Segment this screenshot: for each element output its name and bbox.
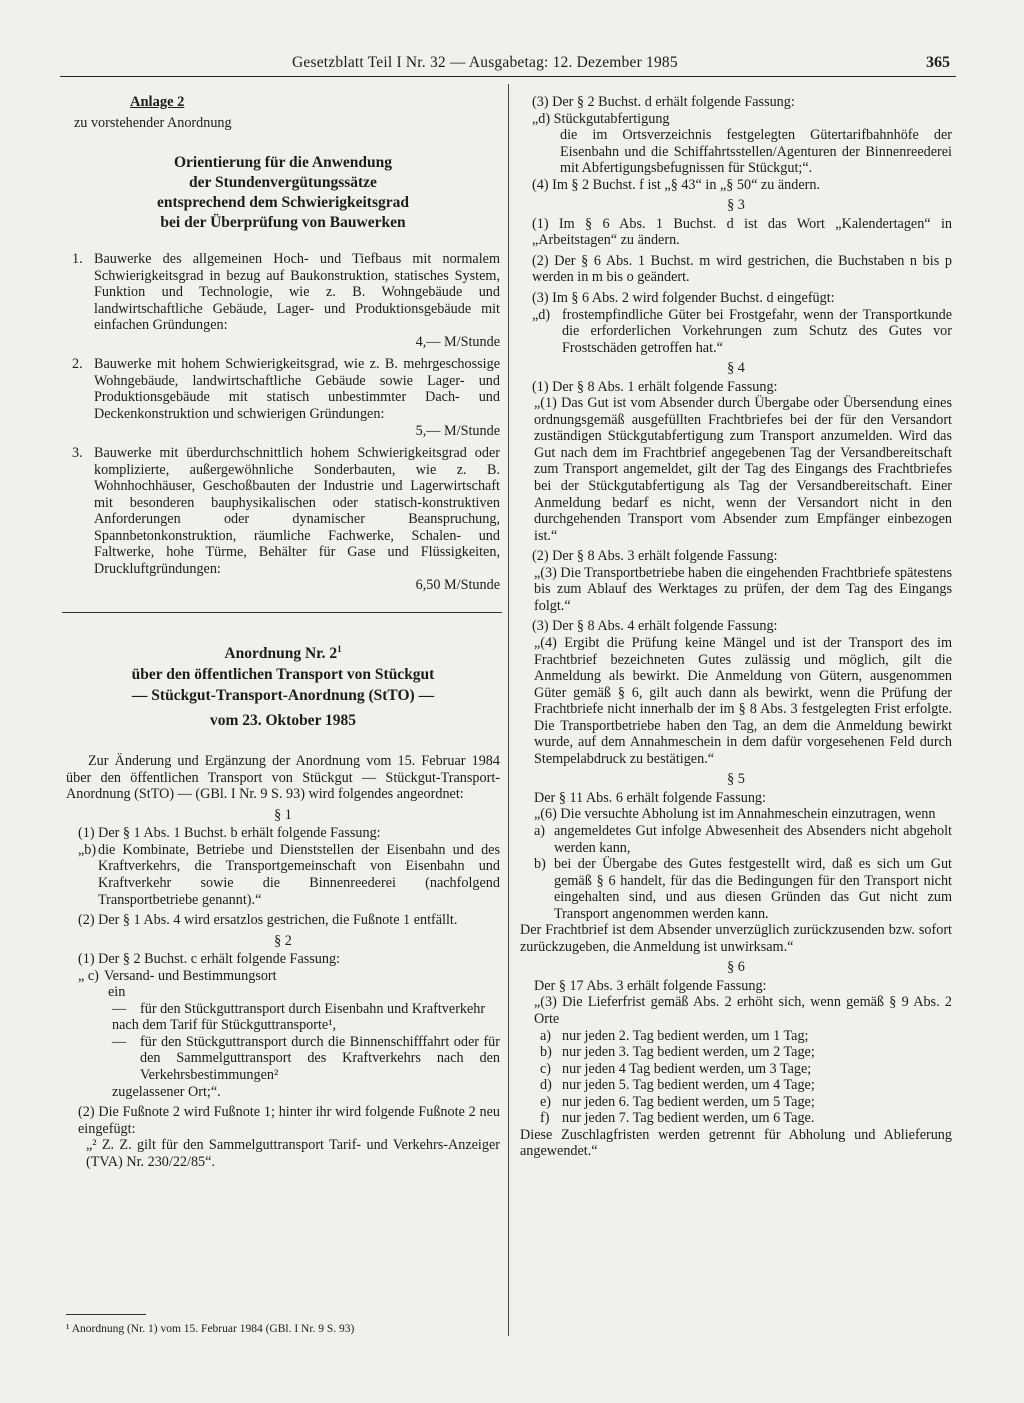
section-1-para-2: (2) Der § 1 Abs. 4 wird ersatzlos gestrichen, die Fußnote 1 entfällt.	[78, 912, 458, 929]
quote-marker: „ c)	[78, 967, 99, 984]
section-5-quote: „(6) Die versuchte Abholung ist im Annahmeschein einzutragen, wenn	[534, 806, 936, 823]
section-5-para-1: Der § 11 Abs. 6 erhält folgende Fassung:	[534, 789, 766, 806]
annex-heading-line: entsprechend dem Schwierigkeitsgrad	[156, 194, 409, 212]
section-4-para-2: (2) Der § 8 Abs. 3 erhält folgende Fassung:	[532, 548, 778, 565]
anordnung-title-line: — Stückgut-Transport-Anordnung (StTO) —	[131, 687, 435, 705]
list-item: c) nur jeden 4 Tag bedient werden, um 3 Tage;	[540, 1060, 812, 1077]
section-2-para-4: (4) Im § 2 Buchst. f ist „§ 43“ in „§ 50“ zu ändern.	[532, 176, 821, 193]
section-6-tail: Diese Zuschlagfristen werden getrennt für Abholung und Ablieferung angewendet.“	[520, 1126, 952, 1160]
anlage-subtitle: zu vorstehender Anordnung	[74, 114, 232, 131]
annex-heading	[66, 153, 500, 233]
header-title: Gesetzblatt Teil I Nr. 32 — Ausgabetag: 12. Dezember 1985	[292, 54, 678, 71]
section-3-para-2: (2) Der § 6 Abs. 1 Buchst. m wird gestrichen, die Buchstaben n bis p werden in m bis o geändert.	[532, 252, 952, 286]
annex-item-2	[66, 356, 500, 439]
section-6-heading: § 6	[727, 959, 745, 976]
section-6-quote: „(3) Die Lieferfrist gemäß Abs. 2 erhöht sich, wenn gemäß § 9 Abs. 2 Orte	[534, 994, 952, 1027]
item-rate: 5,— M/Stunde	[415, 422, 500, 439]
section-2-para-1: (1) Der § 2 Buchst. c erhält folgende Fassung:	[78, 951, 341, 968]
section-1-heading: § 1	[274, 806, 292, 823]
section-6-list	[540, 1028, 952, 1127]
list-item: d) nur jeden 5. Tag bedient werden, um 4 Tage;	[540, 1077, 815, 1094]
column-divider	[508, 84, 509, 1336]
annex-heading-line: bei der Überprüfung von Bauwerken	[160, 214, 406, 232]
list-item: f) nur jeden 7. Tag bedient werden, um 6 Tage.	[540, 1110, 815, 1127]
section-3-para-1: (1) Im § 6 Abs. 1 Buchst. d ist das Wort „Kalendertagen“ in „Arbeitstagen“ zu ändern.	[532, 215, 952, 249]
list-item: a) nur jeden 2. Tag bedient werden, um 1 Tag;	[540, 1027, 809, 1044]
section-divider	[62, 612, 502, 613]
section-3-heading: § 3	[727, 197, 745, 214]
section-2-para-3: (3) Der § 2 Buchst. d erhält folgende Fassung:	[532, 94, 795, 110]
item-text: Bauwerke des allgemeinen Hoch- und Tiefbaus mit normalem Schwierigkeitsgrad in bezug auf Baukonstruktion, statisches System, Funktion und Technologie, wie z. B. Wohngebäude und landwirtschaftliche Gebäude, Lager- und Produktionsgebäude mit einfachen Gründungen:	[94, 251, 500, 334]
quote-marker: „d)	[532, 306, 551, 323]
section-4-para-1: (1) Der § 8 Abs. 1 erhält folgende Fassung:	[532, 378, 778, 395]
left-column	[66, 94, 500, 1170]
anordnung-date: vom 23. Oktober 1985	[209, 712, 357, 730]
section-2-c	[78, 968, 500, 985]
section-2-d-label: „d) Stückgutabfertigung	[532, 110, 670, 127]
section-4-quote-3: „(4) Ergibt die Prüfung keine Mängel und ist der Transport des im Frachtbrief bezeichneten Gutes zulässig und möglich, gilt die Anmeldung als bewirkt. Die Anmeldung von Gütern, ausgenommen Güter gemäß § 6, gilt auch dann als bewirkt, wenn die Prüfung der Frachtbriefe nicht innerhalb der im § 8 Abs. 3 festgelegten Frist erfolgte. Die Transportbetriebe haben den Tag, an dem die Anmeldung bewirkt wurde, auf dem Annahmeschein in dem dafür vorgesehenen Feld durch Stempelabdruck zu bestätigen.“	[534, 634, 952, 767]
item-number: 1.	[72, 251, 83, 268]
section-2-heading: § 2	[274, 932, 292, 949]
annex-item-1	[66, 251, 500, 350]
footnote: ¹ Anordnung (Nr. 1) vom 15. Februar 1984 (GBl. I Nr. 9 S. 93)	[66, 1323, 355, 1335]
section-4-para-3: (3) Der § 8 Abs. 4 erhält folgende Fassung:	[532, 618, 778, 635]
item-text: Bauwerke mit hohem Schwierigkeitsgrad, wie z. B. mehrgeschossige Wohngebäude, landwirtschaftliche Gebäude sowie Lager- und Produktionsgebäude mit statisch unbestimmter Dach- und Deckenkonstruktion und schwierigen Gründungen:	[94, 356, 500, 423]
section-2-zugelassen: zugelassener Ort;“.	[112, 1083, 221, 1100]
quote-marker: „b)	[78, 841, 97, 858]
annex-heading-line: Orientierung für die Anwendung	[173, 154, 393, 172]
item-number: 2.	[72, 356, 83, 373]
section-5-tail: Der Frachtbrief ist dem Absender unverzüglich zurückzusenden bzw. sofort zurückzugeben, die Anmeldung ist unwirksam.“	[520, 922, 952, 955]
section-4-quote-2: „(3) Die Transportbetriebe haben die eingehenden Frachtbriefe spätestens bis zum Ablauf des Werktages zu prüfen, der dem Tag des Eingangs folgt.“	[534, 564, 952, 614]
anlage-title: Anlage 2	[130, 94, 185, 110]
section-5-heading: § 5	[727, 771, 745, 788]
list-item: b) nur jeden 3. Tag bedient werden, um 2 Tage;	[540, 1044, 815, 1061]
list-item: e) nur jeden 6. Tag bedient werden, um 5 Tage;	[540, 1093, 815, 1110]
page-number: 365	[926, 54, 950, 71]
section-2-footnote-quote: „² Z. Z. gilt für den Sammelguttransport Tarif- und Verkehrs-Anzeiger (TVA) Nr. 230/22/85“.	[86, 1137, 500, 1170]
section-2-para-2: (2) Die Fußnote 2 wird Fußnote 1; hinter ihr wird folgende Fußnote 2 neu eingefügt:	[78, 1104, 500, 1137]
section-6-para-1: Der § 17 Abs. 3 erhält folgende Fassung:	[534, 977, 767, 994]
section-2-ein: ein	[108, 984, 126, 1001]
section-5-item-b: b) bei der Übergabe des Gutes festgestellt wird, daß es sich um Gut gemäß § 6 handelt, für das die Bedingungen für den Transport nicht eingehalten sind, und aus diesen Gründen das Gut nicht zum Transport angenommen werden kann.	[534, 856, 952, 922]
footnote-rule	[66, 1314, 146, 1315]
section-4-heading: § 4	[727, 360, 745, 377]
anordnung-title: Anordnung Nr. $2^1$	[224, 644, 342, 663]
item-text: Bauwerke mit überdurchschnittlich hohem Schwierigkeitsgrad oder komplizierte, außergewöhnliche Sonderbauten, wie z. B. Wohnhochhäuser, Geschoßbauten der Industrie und Lagerwirtschaft mit besonderen bauphysikalischen oder statisch-konstruktiven Anforderungen oder dynamischer Beanspruchung, Spannbetonkonstruktion, räumliche Fachwerke, Schalen- und Faltwerke, hohe Türme, Behälter für Gase und Flüssigkeiten, Druckluftgründungen:	[94, 445, 500, 577]
item-rate: 4,— M/Stunde	[415, 333, 500, 350]
section-3-quote	[532, 307, 952, 357]
anordnung-title-line: über den öffentlichen Transport von Stückgut	[131, 666, 435, 684]
section-5-item-a: a) angemeldetes Gut infolge Abwesenheit des Absenders nicht abgeholt werden kann,	[534, 822, 952, 856]
annex-item-3	[66, 445, 500, 594]
section-1-quote	[78, 842, 500, 908]
section-3-para-3: (3) Im § 6 Abs. 2 wird folgender Buchst. d eingefügt:	[532, 290, 835, 307]
section-4-quote-1: „(1) Das Gut ist vom Absender durch Übergabe oder Übersendung eines ordnungsgemäß ausgefüllten Frachtbriefes bei der für den Versandort zuständigen Stückgutabfertigung zum Transport anzumelden. Wird das Gut nach dem im Frachtbrief angegebenen Tag der Versandbereitschaft zum Transport angemeldet, gilt der Tag des Eingangs des Frachtbriefes bei der Stückgutabfertigung als Tag der Versandbereitschaft. Einer Anmeldung bedarf es nicht, wenn der Versandort nicht in den durchgehenden Transport vom Absender zum Empfänger einbezogen ist.“	[534, 395, 952, 544]
section-2-dash-2: — für den Stückguttransport durch die Binnenschifffahrt oder für den Sammelguttransport des Kraftverkehrs nach den Verkehrsbestimmungen²	[112, 1033, 500, 1084]
quote-text: frostempfindliche Güter bei Frostgefahr, wenn der Transportkunde die erforderlichen Vorkehrungen zum Schutz des Gutes vor Frostschäden getroffen hat.“	[562, 306, 952, 356]
anordnung-heading	[66, 639, 500, 731]
right-column	[520, 94, 952, 1160]
annex-heading-line: der Stundenvergütungssätze	[189, 174, 377, 192]
page-header	[60, 54, 956, 77]
item-rate: 6,50 M/Stunde	[415, 577, 500, 594]
section-2-nach: nach dem Tarif für Stückguttransporte¹,	[112, 1017, 337, 1034]
quote-text: die Kombinate, Betriebe und Dienststellen der Eisenbahn und des Kraftverkehrs, die Transportgemeinschaft von Eisenbahn und Kraftverkehr sowie die Binnenreederei (nachfolgend Transportbetriebe genannt).“	[98, 841, 500, 908]
section-1-para-1: (1) Der § 1 Abs. 1 Buchst. b erhält folgende Fassung:	[78, 825, 381, 842]
section-2-dash-1: — für den Stückguttransport durch Eisenbahn und Kraftverkehr	[112, 1000, 486, 1017]
section-2-d-text: die im Ortsverzeichnis festgelegten Gütertarifbahnhöfe der Eisenbahn und die Schiffahrtsstellen/Agenturen der Binnenreederei mit Abfertigungsbefugnissen für Stückgut;“.	[560, 127, 952, 177]
item-number: 3.	[72, 445, 83, 462]
intro-paragraph: Zur Änderung und Ergänzung der Anordnung vom 15. Februar 1984 über den öffentlichen Transport von Stückgut — Stückgut-Transport-Anordnung (StTO) — (GBl. I Nr. 9 S. 93) wird folgendes angeordnet:	[66, 753, 500, 803]
quote-text: Versand- und Bestimmungsort	[104, 967, 277, 984]
